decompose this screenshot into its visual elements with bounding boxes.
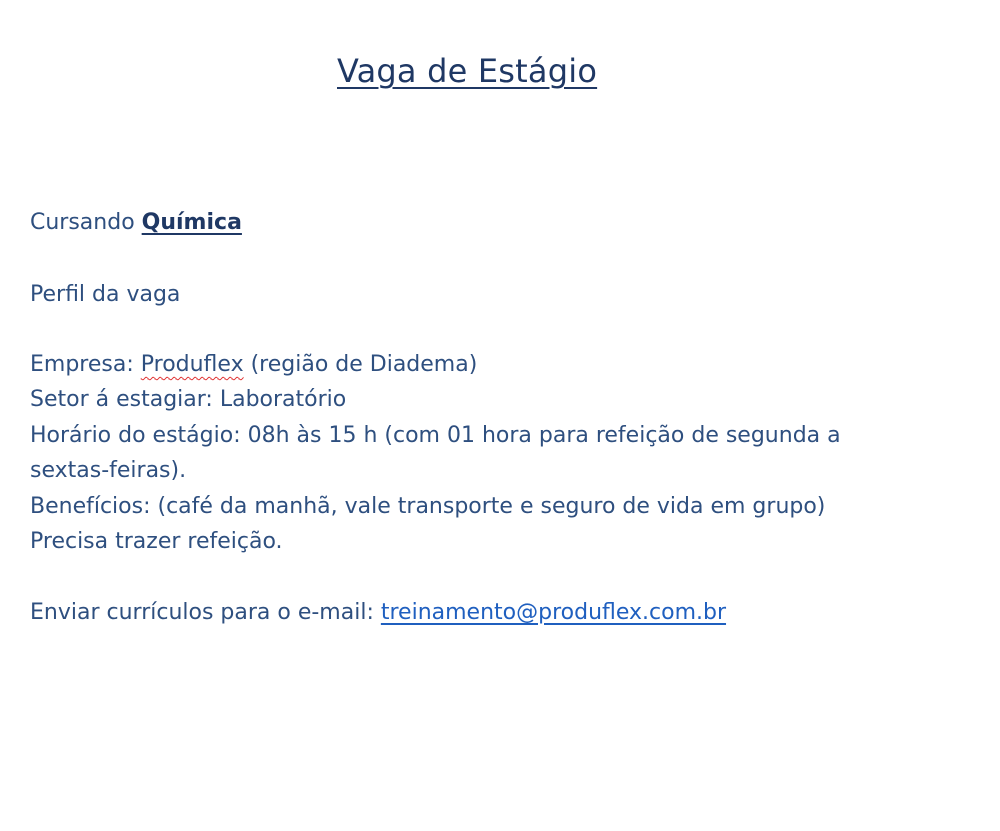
company-line [30, 352, 477, 378]
email-prefix: Enviar currículos para o e-mail: [30, 600, 381, 625]
page-title: Vaga de Estágio [337, 52, 598, 90]
course-prefix: Cursando [30, 210, 142, 235]
company-suffix: (região de Diadema) [243, 352, 478, 377]
meal-note-line: Precisa trazer refeição. [30, 529, 283, 554]
benefits-line: Benefícios: (café da manhã, vale transporte e seguro de vida em grupo) [30, 494, 826, 519]
schedule-line-1: Horário do estágio: 08h às 15 h (com 01 hora para refeição de segunda a [30, 423, 841, 448]
course-line [30, 210, 242, 236]
email-link[interactable]: treinamento@produflex.com.br [380, 600, 727, 625]
company-prefix: Empresa: [30, 352, 141, 377]
email-line [30, 600, 726, 626]
profile-heading: Perfil da vaga [30, 282, 181, 307]
schedule-line-2: sextas-feiras). [30, 458, 187, 483]
sector-line: Setor á estagiar: Laboratório [30, 387, 347, 412]
company-name: Produflex [140, 352, 244, 377]
course-name: Química [141, 210, 242, 235]
